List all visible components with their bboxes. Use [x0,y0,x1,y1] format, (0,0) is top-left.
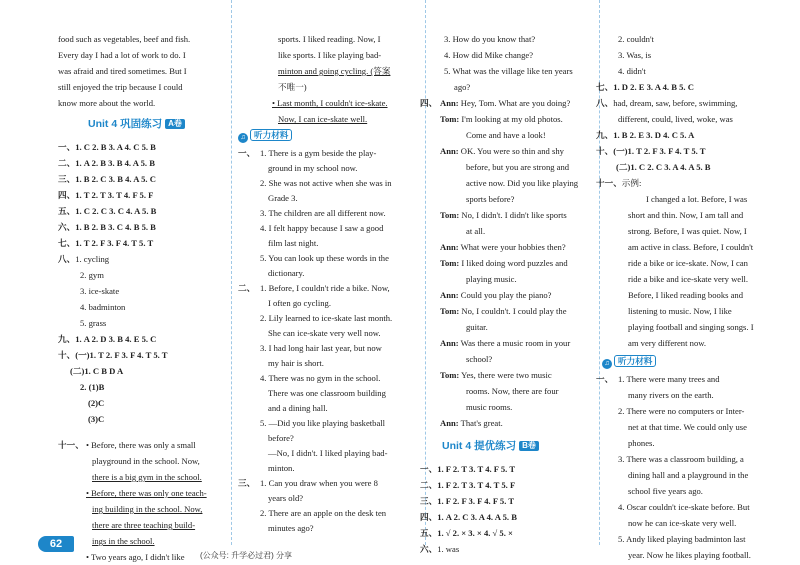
section-label: 二、 [238,283,256,293]
essay-line: playing football and singing songs. I [628,322,754,332]
text-line: Every day I had a lot of work to do. I [58,50,186,60]
text-line: 1. There is a gym beside the play- [260,148,377,158]
text-line: Now, I can ice-skate well. [278,114,368,124]
dialogue-line: Ann: OK. You were so thin and shy [440,146,564,156]
text-line: 1. There were many trees and [618,374,720,384]
answer-row: 六、1. B 2. B 3. C 4. B 5. B [58,222,156,232]
text-line: years old? [268,493,304,503]
answer-item: 3. ice-skate [80,286,120,296]
dialogue-line: Come and have a look! [466,130,546,140]
section-label: 四、 [420,98,438,108]
dialogue-line: Tom: No, I didn't. I didn't like sports [440,210,567,220]
answer-row: 四、1. A 2. C 3. A 4. A 5. B [420,512,517,522]
column-divider [231,0,232,545]
text-line: 4. There was no gym in the school. [260,373,381,383]
essay-line: am very different now. [628,338,707,348]
text-line: still enjoyed the trip because I could [58,82,183,92]
answer-item: 2. gym [80,270,104,280]
text-line: was afraid and tired sometimes. But I [58,66,187,76]
section-label: 一、 [238,148,256,158]
text-line: I often go cycling. [268,298,332,308]
text-line: There was one classroom building [268,388,386,398]
text-line: 2. There are an apple on the desk ten [260,508,387,518]
page-number: 62 [38,536,74,552]
dialogue-line: guitar. [466,322,488,332]
footer-note: (公众号: 升学必过君) 分享 [200,551,292,560]
text-line: 4. didn't [618,66,646,76]
answer-row: 二、1. A 2. B 3. B 4. A 5. B [58,158,155,168]
text-line: 1. Before, I couldn't ride a bike. Now, [260,283,390,293]
dialogue-line: Ann: That's great. [440,418,503,428]
dialogue-line: Ann: Could you play the piano? [440,290,552,300]
dialogue-line: before, but you are strong and [466,162,570,172]
text-line: 2. Lily learned to ice-skate last month. [260,313,393,323]
answer-row: 六、1. was [420,544,460,554]
answer-row: (二)1. C B D A [70,366,124,376]
answer-row: (3)C [88,414,105,424]
text-line: there are three teaching build- [92,520,196,530]
answer-row: 九、1. A 2. D 3. B 4. E 5. C [58,334,157,344]
text-line: like sports. I like playing bad- [278,50,382,60]
text-line: 3. How do you know that? [444,34,536,44]
text-line: 3. The children are all different now. [260,208,386,218]
unit-title-a: Unit 4 巩固练习 A卷 [88,118,185,131]
text-line: 5. Andy liked playing badminton last [618,534,746,544]
text-line: 4. Oscar couldn't ice-skate before. But [618,502,750,512]
dialogue-line: Ann: What were your hobbies then? [440,242,566,252]
text-line: • Before, there was only one teach- [86,488,207,498]
text-line: minutes ago? [268,523,314,533]
text-line: 1. Can you draw when you were 8 [260,478,378,488]
answer-row: 一、1. C 2. B 3. A 4. C 5. B [58,142,156,152]
answer-row: (2)C [88,398,105,408]
answer-row: 九、1. B 2. E 3. D 4. C 5. A [596,130,695,140]
answer-row: different, could, lived, woke, was [618,114,733,124]
unit-title-b: Unit 4 提优练习 B卷 [442,440,539,453]
text-line: and a dining hall. [268,403,328,413]
dialogue-line: Ann: Hey, Tom. What are you doing? [440,98,571,108]
dialogue-line: at all. [466,226,486,236]
dialogue-line: Tom: Yes, there were two music [440,370,552,380]
answer-item: 5. grass [80,318,107,328]
text-line: dining hall and a playground in the [628,470,749,480]
text-line: 5. —Did you like playing basketball [260,418,386,428]
text-line: —No, I didn't. I liked playing bad- [268,448,388,458]
dialogue-line: music rooms. [466,402,513,412]
text-line: Grade 3. [268,193,298,203]
answer-row: 一、1. F 2. T 3. T 4. F 5. T [420,464,516,474]
answer-column-1 [58,0,224,565]
text-line: minton. [268,463,295,473]
answer-column-3 [420,0,592,565]
dialogue-line: active now. Did you like playing [466,178,579,188]
text-line: 5. What was the village like ten years [444,66,573,76]
listening-material-header: ♫ 听力材料 [602,356,656,369]
text-line: 5. You can look up these words in the [260,253,389,263]
text-line: 3. I had long hair last year, but now [260,343,382,353]
text-line: 不唯一) [278,82,307,92]
answer-row: 八、1. cycling [58,254,110,264]
essay-line: ride a bike or ice-skate. Now, I can [628,258,748,268]
text-line: there is a big gym in the school. [92,472,202,482]
answer-row: 四、1. T 2. T 3. T 4. F 5. F [58,190,154,200]
answer-row: 八、had, dream, saw, before, swimming, [596,98,738,108]
dialogue-line: rooms. Now, there are four [466,386,559,396]
text-line: many rivers on the earth. [628,390,714,400]
text-line: net at that time. We could only use [628,422,747,432]
text-line: ings in the school. [92,536,155,546]
text-line: year. Now he likes playing football. [628,550,751,560]
listening-material-header: ♫ 听力材料 [238,130,292,143]
text-line: sports. I liked reading. Now, I [278,34,381,44]
section-label: 十一、 [58,440,84,450]
essay-line: listening to music. Now, I like [628,306,732,316]
text-line: • Two years ago, I didn't like [86,552,185,562]
text-line: my hair is short. [268,358,324,368]
dialogue-line: Tom: I'm looking at my old photos. [440,114,563,124]
text-line: 4. I felt happy because I saw a good [260,223,384,233]
section-label: 三、 [238,478,256,488]
dialogue-line: Ann: Was there a music room in your [440,338,571,348]
unit-badge: A卷 [165,119,185,129]
essay-line: am active in class. Before, I couldn't [628,242,754,252]
answer-row: 五、1. √ 2. × 3. × 4. √ 5. × [420,528,513,538]
text-line: 2. couldn't [618,34,654,44]
text-line: playground in the school. Now, [92,456,200,466]
dialogue-line: Tom: I liked doing word puzzles and [440,258,568,268]
dialogue-line: playing music. [466,274,517,284]
text-line: food such as vegetables, beef and fish. [58,34,191,44]
essay-line: short and thin. Now, I am tall and [628,210,744,220]
section-label: 一、 [596,374,614,384]
text-line: know more about the world. [58,98,156,108]
answer-row: 七、1. D 2. E 3. A 4. B 5. C [596,82,694,92]
answer-row: 十一、示例: [596,178,642,188]
text-line: • Last month, I couldn't ice-skate. [272,98,388,108]
text-line: 4. How did Mike change? [444,50,534,60]
essay-line: ride a bike and ice-skate very well. [628,274,749,284]
text-line: 2. She was not active when she was in [260,178,392,188]
essay-line: I changed a lot. Before, I was [646,194,748,204]
answer-row: 十、(一)1. T 2. F 3. F 4. T 5. T [58,350,168,360]
text-line: ing building in the school. Now, [92,504,203,514]
essay-line: Before, I liked reading books and [628,290,744,300]
text-line: ground in my school now. [268,163,358,173]
text-line: She can ice-skate very well now. [268,328,381,338]
answer-row: 三、1. B 2. C 3. B 4. A 5. C [58,174,156,184]
answer-row: 2. (1)B [80,382,105,392]
answer-item: 4. badminton [80,302,126,312]
text-line: • Before, there was only a small [86,440,196,450]
text-line: school five years ago. [628,486,703,496]
dialogue-line: Tom: No, I couldn't. I could play the [440,306,567,316]
answer-row: 二、1. F 2. T 3. T 4. T 5. F [420,480,516,490]
text-line: 3. Was, is [618,50,652,60]
text-line: film last night. [268,238,319,248]
answer-row: 七、1. T 2. F 3. F 4. T 5. T [58,238,154,248]
headphones-icon: ♫ [602,359,612,369]
dialogue-line: sports before? [466,194,515,204]
text-line: dictionary. [268,268,305,278]
headphones-icon: ♫ [238,133,248,143]
unit-badge: B卷 [519,441,539,451]
text-line: phones. [628,438,655,448]
essay-line: strong. Before, I was quiet. Now, I [628,226,747,236]
answer-row: 十、(一)1. T 2. F 3. F 4. T 5. T [596,146,706,156]
text-line: before? [268,433,294,443]
answer-column-2 [238,0,418,565]
text-line: minton and going cycling. (答案 [278,66,391,76]
answer-row: 三、1. F 2. F 3. F 4. F 5. T [420,496,515,506]
text-line: ago? [454,82,471,92]
answer-row: 五、1. C 2. C 3. C 4. A 5. B [58,206,157,216]
answer-row: (二)1. C 2. C 3. A 4. A 5. B [616,162,711,172]
answer-column-4 [596,0,766,565]
text-line: 2. There were no computers or Inter- [618,406,745,416]
dialogue-line: school? [466,354,493,364]
text-line: 3. There was a classroom building, a [618,454,744,464]
text-line: now he can ice-skate very well. [628,518,737,528]
